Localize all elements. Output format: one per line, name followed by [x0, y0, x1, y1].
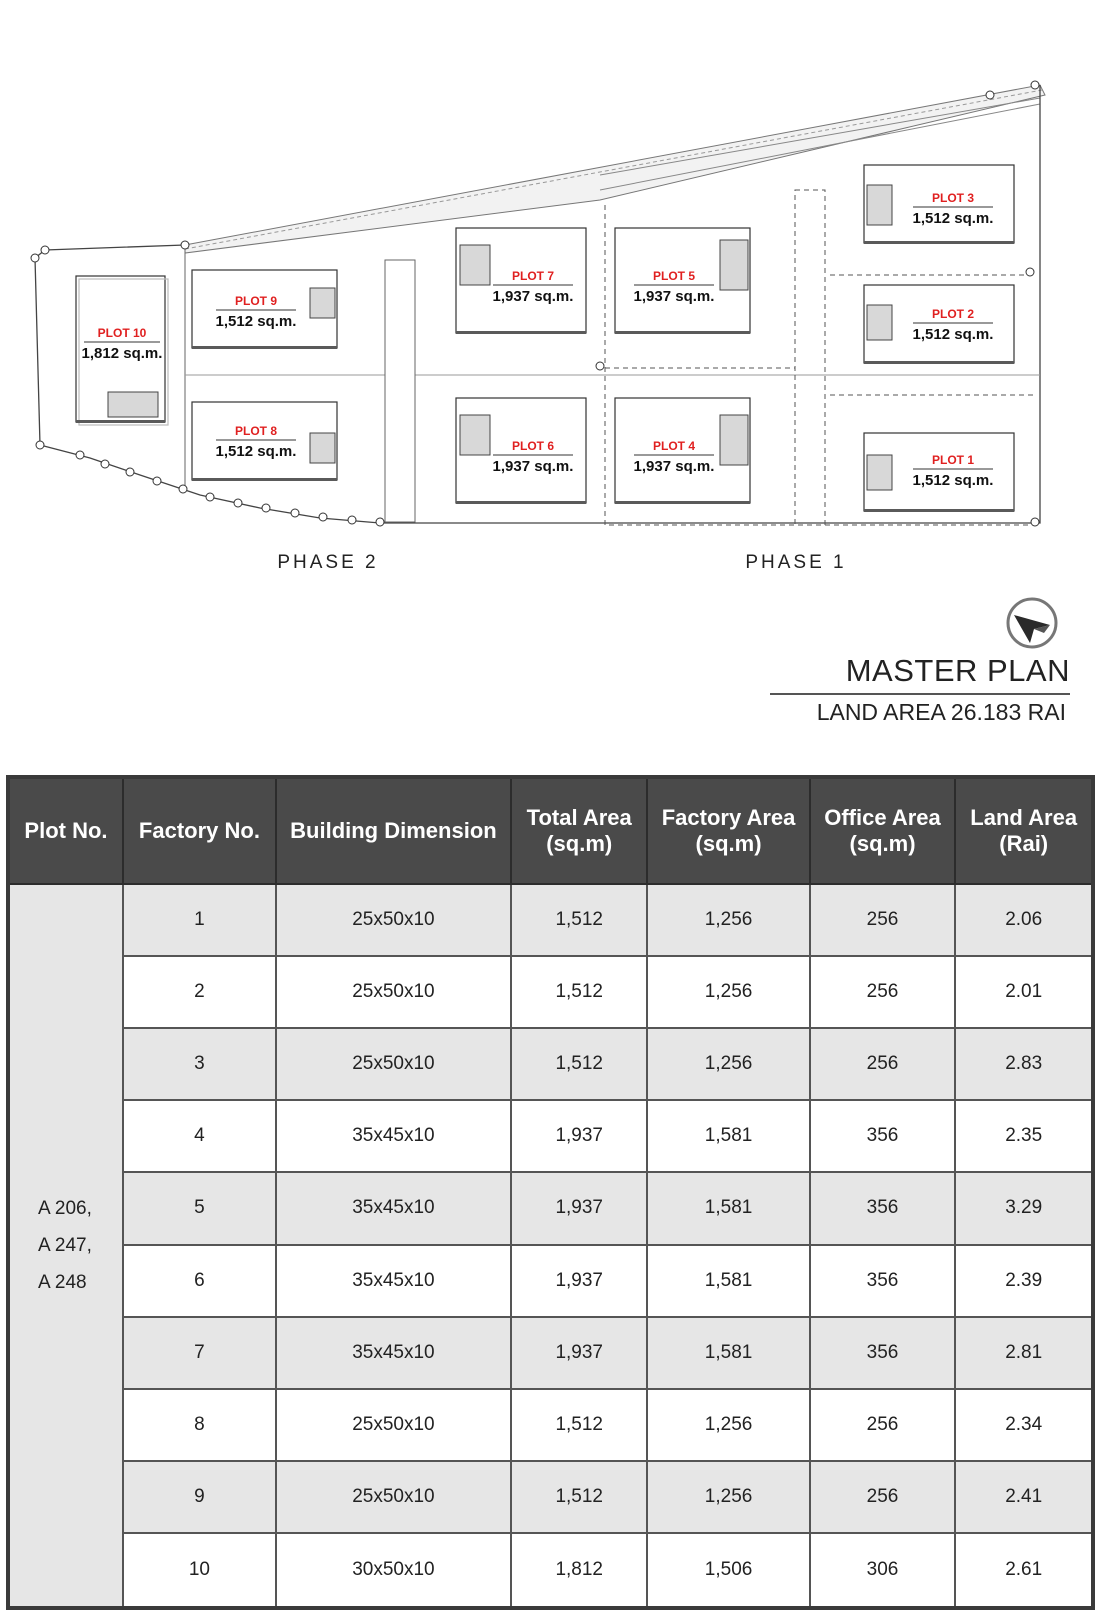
office-area-cell: 256: [810, 1389, 956, 1461]
table-row: [8, 884, 1093, 956]
plot-5-name: PLOT 5: [652, 269, 696, 283]
header-land-area-line1: Land Area: [970, 804, 1078, 830]
office-area-cell: 256: [810, 1028, 956, 1100]
factory-area-cell: 1,256: [647, 884, 809, 956]
total-area-cell: 1,512: [511, 956, 648, 1028]
phase-2-label: PHASE 2: [277, 552, 379, 573]
land-area-cell: 2.01: [955, 956, 1093, 1028]
office-area-cell: 356: [810, 1245, 956, 1317]
table-row: [8, 1100, 1093, 1172]
factory-no-cell: 10: [123, 1533, 276, 1608]
compass-icon: [1004, 595, 1060, 651]
land-area-cell: 2.81: [955, 1317, 1093, 1389]
land-area-cell: 2.41: [955, 1461, 1093, 1533]
plot-no-line: A 248: [38, 1272, 87, 1294]
office-area-cell: 306: [810, 1533, 956, 1608]
table-row: [8, 1028, 1093, 1100]
dimension-cell: 25x50x10: [276, 956, 511, 1028]
header-land-area: [955, 777, 1093, 884]
phase-1-label: PHASE 1: [745, 552, 847, 573]
plot-6-name: PLOT 6: [511, 439, 555, 453]
total-area-cell: 1,937: [511, 1100, 648, 1172]
plot-no-line: A 247,: [38, 1234, 92, 1256]
factory-area-cell: 1,581: [647, 1245, 809, 1317]
header-total-area-line1: Total Area: [526, 804, 632, 830]
table-header-row: [8, 777, 1093, 884]
service-lane: [385, 260, 415, 522]
plot-6-area: 1,937 sq.m.: [492, 458, 574, 475]
total-area-cell: 1,937: [511, 1172, 648, 1244]
plot-7-area: 1,937 sq.m.: [492, 288, 574, 305]
table-row: [8, 956, 1093, 1028]
plot-2-name: PLOT 2: [931, 307, 975, 321]
plot-7-name: PLOT 7: [511, 269, 555, 283]
factory-no-cell: 7: [123, 1317, 276, 1389]
plot-4-name: PLOT 4: [652, 439, 696, 453]
factory-no-cell: 5: [123, 1172, 276, 1244]
factory-no-cell: 2: [123, 956, 276, 1028]
table-row: [8, 1533, 1093, 1608]
land-area-cell: 2.06: [955, 884, 1093, 956]
office-area-cell: 256: [810, 1461, 956, 1533]
dimension-cell: 25x50x10: [276, 1389, 511, 1461]
dimension-cell: 35x45x10: [276, 1100, 511, 1172]
office-area-cell: 356: [810, 1100, 956, 1172]
plot-8-name: PLOT 8: [234, 424, 278, 438]
plot-2-area: 1,512 sq.m.: [912, 326, 994, 343]
factory-no-cell: 3: [123, 1028, 276, 1100]
factory-area-cell: 1,581: [647, 1100, 809, 1172]
dimension-cell: 25x50x10: [276, 1028, 511, 1100]
plot-9-area: 1,512 sq.m.: [215, 313, 297, 330]
factory-area-cell: 1,256: [647, 1461, 809, 1533]
plot-10-name: PLOT 10: [97, 326, 147, 340]
dimension-cell: 35x45x10: [276, 1245, 511, 1317]
office-area-cell: 356: [810, 1317, 956, 1389]
factory-no-cell: 9: [123, 1461, 276, 1533]
factory-area-cell: 1,256: [647, 1028, 809, 1100]
plot-1-name: PLOT 1: [931, 453, 975, 467]
header-office-area: [810, 777, 956, 884]
plot-10-area: 1,812 sq.m.: [81, 345, 163, 362]
dimension-cell: 25x50x10: [276, 1461, 511, 1533]
header-factory-area-line1: Factory Area: [661, 804, 796, 830]
factory-area-cell: 1,256: [647, 956, 809, 1028]
plot-no-cell: [8, 884, 123, 1608]
header-factory-area: [647, 777, 809, 884]
plot-1-area: 1,512 sq.m.: [912, 472, 994, 489]
land-area-cell: 2.61: [955, 1533, 1093, 1608]
total-area-cell: 1,512: [511, 884, 648, 956]
dimension-cell: 35x45x10: [276, 1317, 511, 1389]
header-office-area-line1: Office Area: [824, 804, 941, 830]
header-factory-area-line2: (sq.m): [695, 831, 762, 856]
table-row: [8, 1172, 1093, 1244]
factory-no-cell: 6: [123, 1245, 276, 1317]
total-area-cell: 1,937: [511, 1245, 648, 1317]
header-plot-no: Plot No.: [8, 777, 123, 884]
plot-data-table: [6, 775, 1095, 1610]
plot-8-area: 1,512 sq.m.: [215, 443, 297, 460]
plot-9-name: PLOT 9: [234, 294, 278, 308]
title-block: [770, 595, 1070, 725]
factory-area-cell: 1,581: [647, 1317, 809, 1389]
dimension-cell: 25x50x10: [276, 884, 511, 956]
land-area-cell: 3.29: [955, 1172, 1093, 1244]
factory-no-cell: 1: [123, 884, 276, 956]
land-area-cell: 2.83: [955, 1028, 1093, 1100]
header-total-area-line2: (sq.m): [546, 831, 613, 856]
total-area-cell: 1,512: [511, 1461, 648, 1533]
plot-3-name: PLOT 3: [931, 191, 975, 205]
land-area-subtitle: LAND AREA 26.183 RAI: [816, 699, 1066, 725]
land-area-cell: 2.34: [955, 1389, 1093, 1461]
header-total-area: [511, 777, 648, 884]
total-area-cell: 1,512: [511, 1389, 648, 1461]
plot-no-line: A 206,: [38, 1197, 92, 1219]
header-land-area-line2: (Rai): [999, 831, 1049, 856]
factory-area-cell: 1,581: [647, 1172, 809, 1244]
plot-4-area: 1,937 sq.m.: [633, 458, 715, 475]
master-plan-title: MASTER PLAN: [770, 653, 1070, 695]
total-area-cell: 1,512: [511, 1028, 648, 1100]
table-row: [8, 1389, 1093, 1461]
dimension-cell: 35x45x10: [276, 1172, 511, 1244]
factory-no-cell: 8: [123, 1389, 276, 1461]
office-area-cell: 356: [810, 1172, 956, 1244]
factory-area-cell: 1,506: [647, 1533, 809, 1608]
table-row: [8, 1245, 1093, 1317]
office-area-cell: 256: [810, 884, 956, 956]
header-factory-no: Factory No.: [123, 777, 276, 884]
land-area-cell: 2.39: [955, 1245, 1093, 1317]
plot-3-area: 1,512 sq.m.: [912, 210, 994, 227]
factory-area-cell: 1,256: [647, 1389, 809, 1461]
plot-5-area: 1,937 sq.m.: [633, 288, 715, 305]
header-building-dimension: Building Dimension: [276, 777, 511, 884]
table-row: [8, 1317, 1093, 1389]
header-office-area-line2: (sq.m): [849, 831, 916, 856]
land-area-cell: 2.35: [955, 1100, 1093, 1172]
dimension-cell: 30x50x10: [276, 1533, 511, 1608]
office-area-cell: 256: [810, 956, 956, 1028]
total-area-cell: 1,812: [511, 1533, 648, 1608]
table-row: [8, 1461, 1093, 1533]
total-area-cell: 1,937: [511, 1317, 648, 1389]
master-plan-drawing: [0, 0, 1100, 590]
factory-no-cell: 4: [123, 1100, 276, 1172]
